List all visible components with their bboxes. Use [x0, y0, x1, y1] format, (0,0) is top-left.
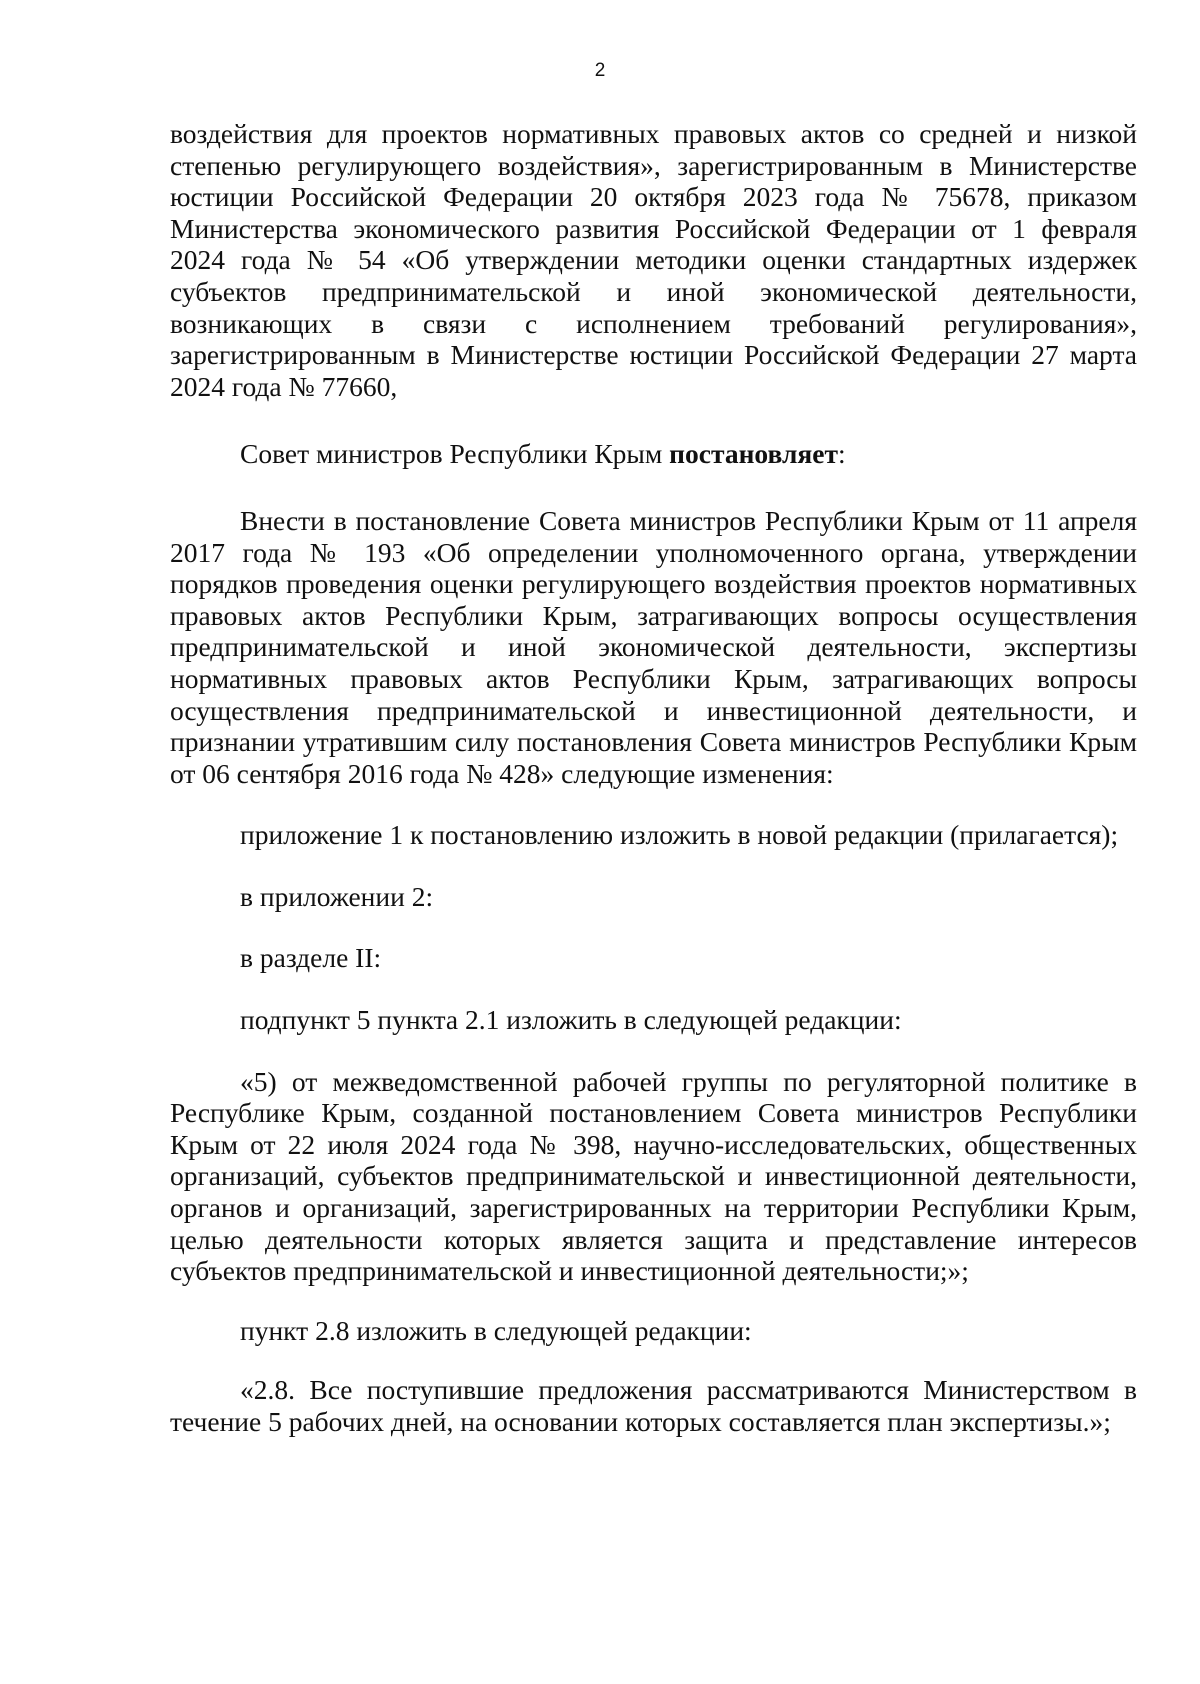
resolves-text: Совет министров Республики Крым: [240, 438, 670, 470]
resolves-tail: :: [838, 438, 846, 470]
page-number: 2: [594, 60, 606, 81]
paragraph-in-appendix-2: в приложении 2:: [240, 880, 434, 912]
paragraph-clause-2-8: пункт 2.8 изложить в следующей редакции:: [240, 1314, 752, 1346]
paragraph-subclause-5-text: «5) от межведомственной рабочей группы по регуляторной политике в Республике Крым, созданной постановлением Совета министров Республики Крым от 22 июля 2024 года № 398, научно-исследовательских, общественных организаций, субъектов предпринимательской и инвестиционной деятельности, органов и организаций, зарегистрированных на территории Республики Крым, целью деятельности которых является защита и представление интересов субъектов предпринимательской и инвестиционной деятельности;»;: [170, 1065, 1137, 1287]
document-body: [170, 118, 1137, 1438]
paragraph-resolves: [170, 438, 1137, 470]
paragraph-preamble-continuation: воздействия для проектов нормативных правовых актов со средней и низкой степенью регулирующего воздействия», зарегистрированным в Министерстве юстиции Российской Федерации 20 октября 2023 года № 75678, приказом Министерства экономического развития Российской Федерации от 1 февраля 2024 года № 54 «Об утверждении методики оценки стандартных издержек субъектов предпринимательской и иной экономической деятельности, возникающих в связи с исполнением требований регулирования», зарегистрированным в Министерстве юстиции Российской Федерации 27 марта 2024 года № 77660,: [170, 118, 1137, 402]
paragraph-clause-2-8-text: «2.8. Все поступившие предложения рассматриваются Министерством в течение 5 рабочих дней, на основании которых составляется план экспертизы.»;: [170, 1374, 1137, 1437]
resolves-keyword: постановляет: [669, 438, 838, 470]
paragraph-subclause-5: подпункт 5 пункта 2.1 изложить в следующей редакции:: [240, 1004, 902, 1036]
paragraph-in-section-2: в разделе II:: [240, 942, 382, 974]
paragraph-appendix-1: приложение 1 к постановлению изложить в новой редакции (прилагается);: [240, 819, 1119, 851]
paragraph-amend-resolution: Внести в постановление Совета министров Республики Крым от 11 апреля 2017 года № 193 «Об определении уполномоченного органа, утверждении порядков проведения оценки регулирующего воздействия проектов нормативных правовых актов Республики Крым, затрагивающих вопросы осуществления предпринимательской и иной экономической деятельности, экспертизы нормативных правовых актов Республики Крым, затрагивающих вопросы осуществления предпринимательской и инвестиционной деятельности, и признании утратившим силу постановления Совета министров Республики Крым от 06 сентября 2016 года № 428» следующие изменения:: [170, 504, 1137, 789]
